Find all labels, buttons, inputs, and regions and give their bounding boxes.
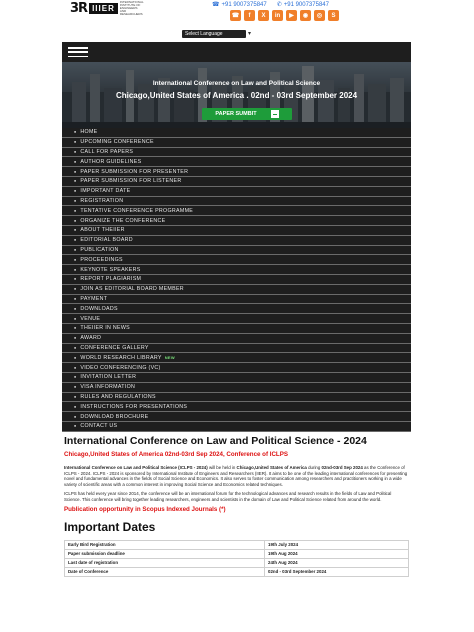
bullet-icon: ■ [74, 326, 77, 331]
menu-item[interactable] [62, 148, 411, 158]
date-value: 24th Aug 2024 [265, 558, 409, 567]
para-bold-2: Chicago,United States of America [236, 465, 307, 470]
phone-1[interactable] [212, 1, 267, 8]
phone-1-text: +91 9007375847 [221, 1, 267, 8]
instagram-icon[interactable]: ◎ [314, 10, 325, 21]
document-icon [271, 110, 279, 118]
bullet-icon: ■ [74, 247, 77, 252]
para-bold-1: International Conference on Law and Political Science (ICLPS - 2024) [64, 465, 208, 470]
bullet-icon: ■ [74, 228, 77, 233]
bullet-icon: ■ [74, 189, 77, 194]
phone-icon[interactable]: ☎ [230, 10, 241, 21]
menu-item-label: ABOUT THEIIER [80, 227, 125, 234]
menu-item[interactable] [62, 187, 411, 197]
important-dates-table [64, 540, 409, 577]
hero-banner [62, 62, 411, 128]
menu-item[interactable] [62, 157, 411, 167]
menu-item[interactable] [62, 285, 411, 295]
menu-item[interactable] [62, 177, 411, 187]
menu-item[interactable] [62, 383, 411, 393]
logo-box: IIIER [89, 3, 118, 14]
menu-item-label: REGISTRATION [80, 197, 124, 204]
menu-item-label: JOIN AS EDITORIAL BOARD MEMBER [80, 286, 184, 293]
bullet-icon: ■ [74, 198, 77, 203]
social-icons [230, 10, 339, 21]
important-dates-heading: Important Dates [64, 519, 156, 534]
menu-item-label: VENUE [80, 315, 101, 322]
menu-item[interactable] [62, 138, 411, 148]
menu-item[interactable] [62, 167, 411, 177]
logo-tagline: INTERNATIONAL INSTITUTE OF ENGINEERS AND RESEARCHERS [119, 0, 144, 16]
menu-item-label: HOME [80, 129, 98, 136]
menu-item-label: VIDEO CONFERENCING (VC) [80, 364, 161, 371]
bullet-icon: ■ [74, 257, 77, 262]
youtube-icon[interactable]: ▶ [286, 10, 297, 21]
menu-item[interactable] [62, 373, 411, 383]
menu-item-label: PUBLICATION [80, 246, 119, 253]
menu-item-label: INSTRUCTIONS FOR PRESENTATIONS [80, 403, 188, 410]
date-label: Paper submission deadline [65, 549, 265, 558]
menu-item-label: PAYMENT [80, 295, 108, 302]
para-text-2: during [306, 465, 322, 470]
menu-item[interactable] [62, 353, 411, 363]
bullet-icon: ■ [74, 218, 77, 223]
menu-item[interactable] [62, 324, 411, 334]
phone-2[interactable] [277, 1, 329, 8]
bullet-icon: ■ [74, 277, 77, 282]
para-text-1: will be held in [207, 465, 237, 470]
bullet-icon: ■ [74, 208, 77, 213]
bullet-icon: ■ [74, 394, 77, 399]
bullet-icon: ■ [74, 159, 77, 164]
menu-item-label: REPORT PLAGIARISM [80, 276, 142, 283]
table-row [65, 567, 409, 576]
bullet-icon: ■ [74, 296, 77, 301]
para-text-3: as the Conference of ICLPS - 2024. ICLPS - 2024 is sponsored by International Institute of Engineers and Researchers (IIER). It aims to be one of the leading international conferences for presenting novel and fundamental advances in the fields of Social Science and Economics. It also serves to foster communication among researchers and practitioners working in a wide variety of scientific areas with a common interest in improving Social Science and Economics related techniques. [64, 465, 408, 487]
bullet-icon: ■ [74, 424, 77, 429]
menu-item[interactable] [62, 412, 411, 422]
date-label: Early Bird Registration [65, 540, 265, 549]
facebook-icon[interactable]: f [244, 10, 255, 21]
linkedin-icon[interactable]: in [272, 10, 283, 21]
chevron-down-icon[interactable]: ▾ [248, 31, 252, 37]
menu-item[interactable] [62, 226, 411, 236]
menu-item[interactable] [62, 128, 411, 138]
bullet-icon: ■ [74, 140, 77, 145]
menu-item-label: PAPER SUBMISSION FOR LISTENER [80, 178, 182, 185]
new-badge: NEW [164, 355, 175, 361]
menu-item[interactable] [62, 255, 411, 265]
menu-item[interactable] [62, 304, 411, 314]
menu-item[interactable] [62, 314, 411, 324]
bullet-icon: ■ [74, 149, 77, 154]
language-select[interactable]: Select Language [182, 30, 246, 38]
date-value: 19th July 2024 [265, 540, 409, 549]
bullet-icon: ■ [74, 365, 77, 370]
menu-item[interactable] [62, 363, 411, 373]
bullet-icon: ■ [74, 287, 77, 292]
menu-item[interactable] [62, 265, 411, 275]
bullet-icon: ■ [74, 404, 77, 409]
menu-item-label: VISA INFORMATION [80, 384, 136, 391]
bullet-icon: ■ [74, 375, 77, 380]
menu-item-label: AUTHOR GUIDELINES [80, 158, 142, 165]
main-menu [62, 128, 411, 432]
date-value: 02nd - 03rd September 2024 [265, 567, 409, 576]
menu-item-label: ORGANIZE THE CONFERENCE [80, 217, 166, 224]
phone-icon: ☎ [212, 2, 220, 8]
second-paragraph: ICLPS has held every year since 2014, the conference will be an international forum for the technological advances and research results in the fields of Law and Political Science. This conference will bring together leading researchers, engineers and scientists in the domain of Law and Political Science related from around the world. [64, 491, 392, 502]
menu-item[interactable] [62, 206, 411, 216]
hero-subtitle: Chicago,United States of America . 02nd - 03rd September 2024 [115, 91, 358, 100]
menu-item-label: DOWNLOADS [80, 305, 118, 312]
bullet-icon: ■ [74, 336, 77, 341]
paper-submit-label: PAPER SUMBIT [215, 111, 257, 117]
menu-item-label: WORLD RESEARCH LIBRARY [80, 354, 162, 361]
phone-2-text: +91 9007375847 [283, 1, 329, 8]
skype-icon[interactable]: S [328, 10, 339, 21]
menu-item-label: AWARD [80, 335, 102, 342]
publication-link[interactable]: Publication opportunity in Scopus Indexed Journals (*) [64, 505, 226, 513]
menu-item-label: EDITORIAL BOARD [80, 237, 133, 244]
main-content [62, 436, 411, 577]
menu-item[interactable] [62, 236, 411, 246]
menu-item[interactable] [62, 344, 411, 354]
location-line: Chicago,United States of America 02nd-03rd Sep 2024, Conference of ICLPS [64, 451, 288, 458]
logo[interactable] [70, 0, 150, 16]
x-icon[interactable]: X [258, 10, 269, 21]
whatsapp-icon: ✆ [276, 2, 282, 8]
bullet-icon: ■ [74, 316, 77, 321]
menu-item-label: KEYNOTE SPEAKERS [80, 266, 141, 273]
table-row [65, 540, 409, 549]
menu-item[interactable] [62, 197, 411, 207]
nav-bar [62, 42, 411, 62]
menu-item-label: TENTATIVE CONFERENCE PROGRAMME [80, 207, 194, 214]
bullet-icon: ■ [74, 179, 77, 184]
bullet-icon: ■ [74, 385, 77, 390]
date-label: Date of Conference [65, 567, 265, 576]
menu-item[interactable] [62, 295, 411, 305]
menu-item-label: DOWNLOAD BROCHURE [80, 413, 149, 420]
hamburger-menu-icon[interactable] [68, 47, 88, 57]
logo-mark: 3R [70, 0, 88, 16]
table-row [65, 549, 409, 558]
date-label: Last date of registration [65, 558, 265, 567]
menu-item[interactable] [62, 393, 411, 403]
para-bold-3: 02nd-03rd Sep 2024 [321, 465, 363, 470]
page-title: International Conference on Law and Political Science - 2024 [64, 435, 367, 447]
hero-title: International Conference on Law and Political Science [152, 80, 321, 87]
menu-item-label: RULES AND REGULATIONS [80, 393, 156, 400]
menu-item-label: UPCOMING CONFERENCE [80, 139, 154, 146]
menu-item[interactable] [62, 402, 411, 412]
bullet-icon: ■ [74, 306, 77, 311]
bullet-icon: ■ [74, 345, 77, 350]
paper-submit-button[interactable] [202, 108, 292, 120]
bullet-icon: ■ [74, 130, 77, 135]
bullet-icon: ■ [74, 355, 77, 360]
intro-paragraph [64, 465, 409, 487]
date-value: 19th Aug 2024 [265, 549, 409, 558]
phone-numbers [212, 1, 329, 8]
bullet-icon: ■ [74, 169, 77, 174]
menu-item-label: CONTACT US [80, 423, 118, 430]
table-row [65, 558, 409, 567]
menu-item-label: CALL FOR PAPERS [80, 148, 134, 155]
menu-item[interactable] [62, 246, 411, 256]
top-bar [62, 0, 411, 28]
menu-item-label: IMPORTANT DATE [80, 188, 131, 195]
menu-item-label: INVITATION LETTER [80, 374, 137, 381]
menu-item[interactable] [62, 334, 411, 344]
menu-item-label: PROCEEDINGS [80, 256, 123, 263]
bullet-icon: ■ [74, 267, 77, 272]
bullet-icon: ■ [74, 414, 77, 419]
menu-item-label: CONFERENCE GALLERY [80, 344, 149, 351]
menu-item-label: PAPER SUBMISSION FOR PRESENTER [80, 168, 189, 175]
menu-item-label: THEIIER IN NEWS [80, 325, 130, 332]
menu-item[interactable] [62, 275, 411, 285]
menu-item[interactable] [62, 216, 411, 226]
menu-item[interactable] [62, 422, 411, 432]
rss-icon[interactable]: ◉ [300, 10, 311, 21]
bullet-icon: ■ [74, 238, 77, 243]
